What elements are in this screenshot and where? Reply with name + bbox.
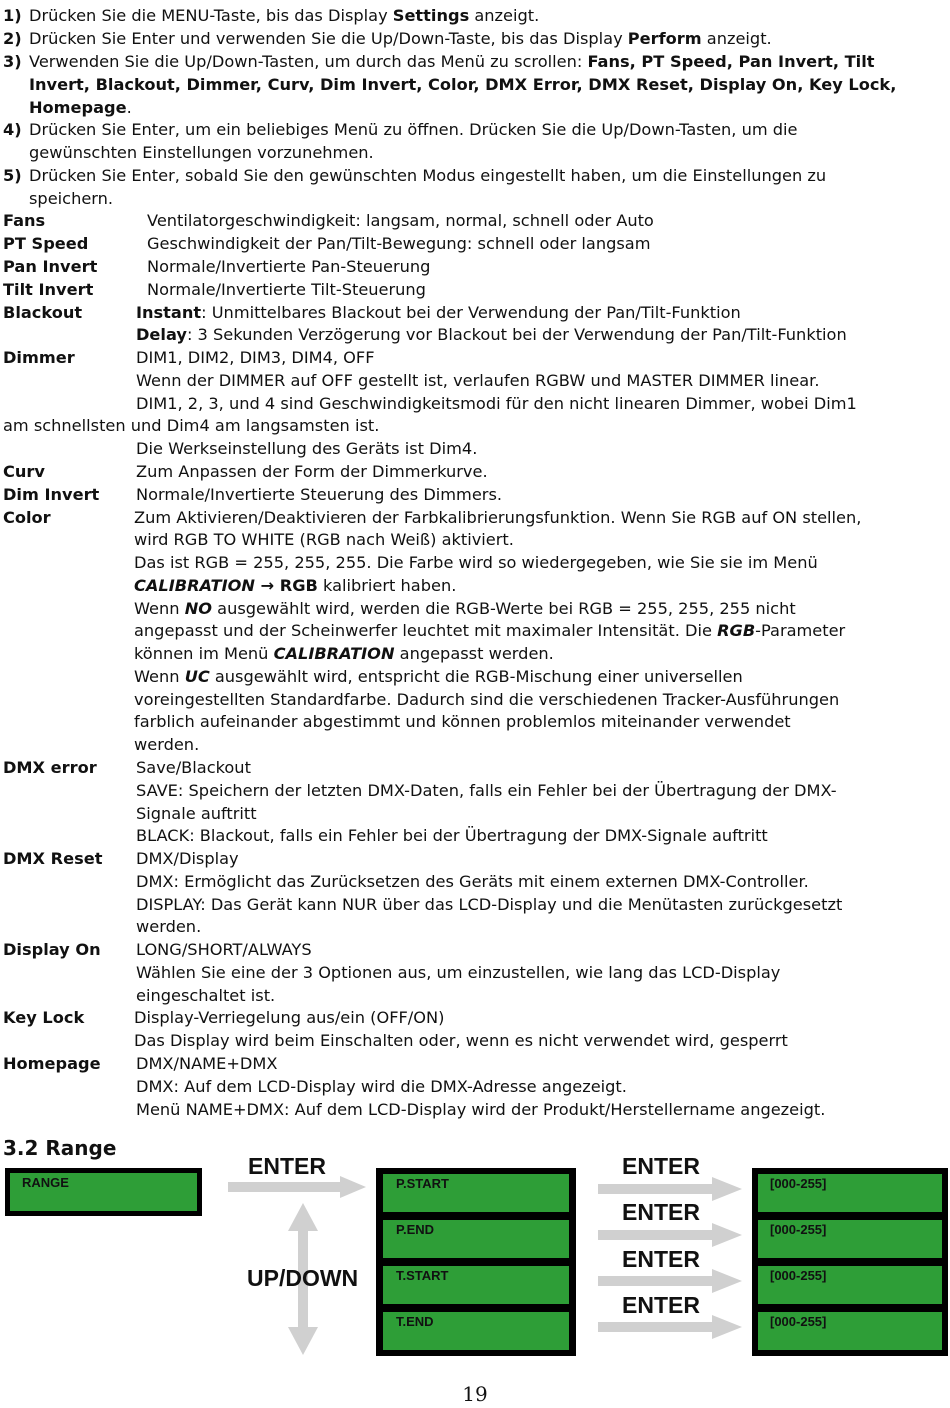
def-display-on-3: eingeschaltet ist.	[136, 986, 276, 1005]
def-color-11: werden.	[134, 735, 200, 754]
def-color-3: Das ist RGB = 255, 255, 255. Die Farbe wird so wiedergegeben, wie Sie sie im Menü	[134, 553, 818, 572]
def-dimmer-3: DIM1, 2, 3, und 4 sind Geschwindigkeitsmodi für den nicht linearen Dimmer, wobei Dim1	[136, 394, 857, 413]
def-curv: Zum Anpassen der Form der Dimmerkurve.	[136, 462, 488, 481]
def-color-1: Zum Aktivieren/Deaktivieren der Farbkalibrierungsfunktion. Wenn Sie RGB auf ON stellen,	[134, 508, 862, 527]
def-color-5: Wenn NO ausgewählt wird, werden die RGB-Werte bei RGB = 255, 255, 255 nicht	[134, 599, 796, 618]
term-dmx-reset: DMX Reset	[3, 849, 103, 868]
range-item-p-end: P.END	[396, 1222, 435, 1237]
def-color-10: farblich aufeinander abgestimmt und können problemlos miteinander verwendet	[134, 712, 791, 731]
def-display-on-1: LONG/SHORT/ALWAYS	[136, 940, 312, 959]
range-item-p-start: P.START	[396, 1176, 449, 1191]
enter-arrow-2	[598, 1223, 742, 1247]
term-display-on: Display On	[3, 940, 101, 959]
def-homepage-1: DMX/NAME+DMX	[136, 1054, 278, 1073]
page-number: 19	[462, 1382, 488, 1406]
enter-arrow-1	[598, 1177, 742, 1201]
def-dim-invert: Normale/Invertierte Steuerung des Dimmers.	[136, 485, 503, 504]
term-color: Color	[3, 508, 51, 527]
def-dimmer-4: am schnellsten und Dim4 am langsamsten ist.	[3, 416, 380, 435]
step-4-line-2: gewünschten Einstellungen vorzunehmen.	[29, 143, 374, 162]
def-color-4: CALIBRATION → RGB kalibriert haben.	[134, 576, 457, 595]
def-dimmer-2: Wenn der DIMMER auf OFF gestellt ist, verlaufen RGBW und MASTER DIMMER linear.	[136, 371, 820, 390]
def-color-2: wird RGB TO WHITE (RGB nach Weiß) aktiviert.	[134, 530, 514, 549]
term-dimmer: Dimmer	[3, 348, 75, 367]
def-key-lock-2: Das Display wird beim Einschalten oder, wenn es nicht verwendet wird, gesperrt	[134, 1031, 788, 1050]
term-key-lock: Key Lock	[3, 1008, 85, 1027]
range-value-1: [000-255]	[770, 1176, 827, 1191]
def-dmx-error-2: SAVE: Speichern der letzten DMX-Daten, falls ein Fehler bei der Übertragung der DMX-	[136, 781, 837, 800]
def-pt-speed: Geschwindigkeit der Pan/Tilt-Bewegung: schnell oder langsam	[147, 234, 651, 253]
term-homepage: Homepage	[3, 1054, 101, 1073]
term-dim-invert: Dim Invert	[3, 485, 100, 504]
def-color-6: angepasst und der Scheinwerfer leuchtet mit maximaler Intensität. Die RGB-Parameter	[134, 621, 846, 640]
range-value-2: [000-255]	[770, 1222, 827, 1237]
enter-label-2: ENTER	[622, 1199, 700, 1225]
def-fans: Ventilatorgeschwindigkeit: langsam, normal, schnell oder Auto	[147, 211, 654, 230]
def-color-7: können im Menü CALIBRATION angepasst werden.	[134, 644, 554, 663]
def-dmx-reset-4: werden.	[136, 917, 202, 936]
def-dmx-reset-2: DMX: Ermöglicht das Zurücksetzen des Geräts mit einem externen DMX-Controller.	[136, 872, 809, 891]
range-root-label: RANGE	[22, 1175, 69, 1190]
range-value-3: [000-255]	[770, 1268, 827, 1283]
enter-label-3: ENTER	[622, 1246, 700, 1272]
range-value-4: [000-255]	[770, 1314, 827, 1329]
step-5-line-2: speichern.	[29, 189, 114, 208]
def-dmx-error-4: BLACK: Blackout, falls ein Fehler bei der Übertragung der DMX-Signale auftritt	[136, 826, 768, 845]
term-tilt-invert: Tilt Invert	[3, 280, 94, 299]
term-blackout: Blackout	[3, 303, 83, 322]
range-item-t-end: T.END	[396, 1314, 434, 1329]
updown-label: UP/DOWN	[247, 1265, 359, 1291]
def-dmx-error-1: Save/Blackout	[136, 758, 251, 777]
def-blackout-instant: Instant: Unmittelbares Blackout bei der Verwendung der Pan/Tilt-Funktion	[136, 303, 741, 322]
term-fans: Fans	[3, 211, 46, 230]
def-dmx-reset-3: DISPLAY: Das Gerät kann NUR über das LCD-Display und die Menütasten zurückgesetzt	[136, 895, 843, 914]
def-blackout-delay: Delay: 3 Sekunden Verzögerung vor Blackout bei der Verwendung der Pan/Tilt-Funktion	[136, 325, 847, 344]
enter-label-main: ENTER	[248, 1153, 326, 1179]
term-pan-invert: Pan Invert	[3, 257, 98, 276]
enter-label-4: ENTER	[622, 1292, 700, 1318]
range-item-t-start: T.START	[396, 1268, 449, 1283]
def-dmx-reset-1: DMX/Display	[136, 849, 239, 868]
def-display-on-2: Wählen Sie eine der 3 Optionen aus, um einzustellen, wie lang das LCD-Display	[136, 963, 781, 982]
def-color-9: voreingestellten Standardfarbe. Dadurch sind die verschiedenen Tracker-Ausführungen	[134, 690, 840, 709]
step-3-line-3: Homepage.	[29, 98, 132, 117]
def-homepage-2: DMX: Auf dem LCD-Display wird die DMX-Adresse angezeigt.	[136, 1077, 627, 1096]
def-tilt-invert: Normale/Invertierte Tilt-Steuerung	[147, 280, 426, 299]
enter-label-1: ENTER	[622, 1153, 700, 1179]
section-title: 3.2 Range	[3, 1136, 117, 1160]
def-key-lock-1: Display-Verriegelung aus/ein (OFF/ON)	[134, 1008, 445, 1027]
def-dimmer-1: DIM1, DIM2, DIM3, DIM4, OFF	[136, 348, 375, 367]
def-homepage-3: Menü NAME+DMX: Auf dem LCD-Display wird der Produkt/Herstellername angezeigt.	[136, 1100, 826, 1119]
term-pt-speed: PT Speed	[3, 234, 89, 253]
def-dimmer-5: Die Werkseinstellung des Geräts ist Dim4.	[136, 439, 478, 458]
def-pan-invert: Normale/Invertierte Pan-Steuerung	[147, 257, 431, 276]
def-dmx-error-3: Signale auftritt	[136, 804, 257, 823]
term-curv: Curv	[3, 462, 45, 481]
def-color-8: Wenn UC ausgewählt wird, entspricht die RGB-Mischung einer universellen	[134, 667, 743, 686]
term-dmx-error: DMX error	[3, 758, 97, 777]
step-3-line-2: Invert, Blackout, Dimmer, Curv, Dim Invert, Color, DMX Error, DMX Reset, Display On, Key Lock,	[29, 75, 897, 94]
